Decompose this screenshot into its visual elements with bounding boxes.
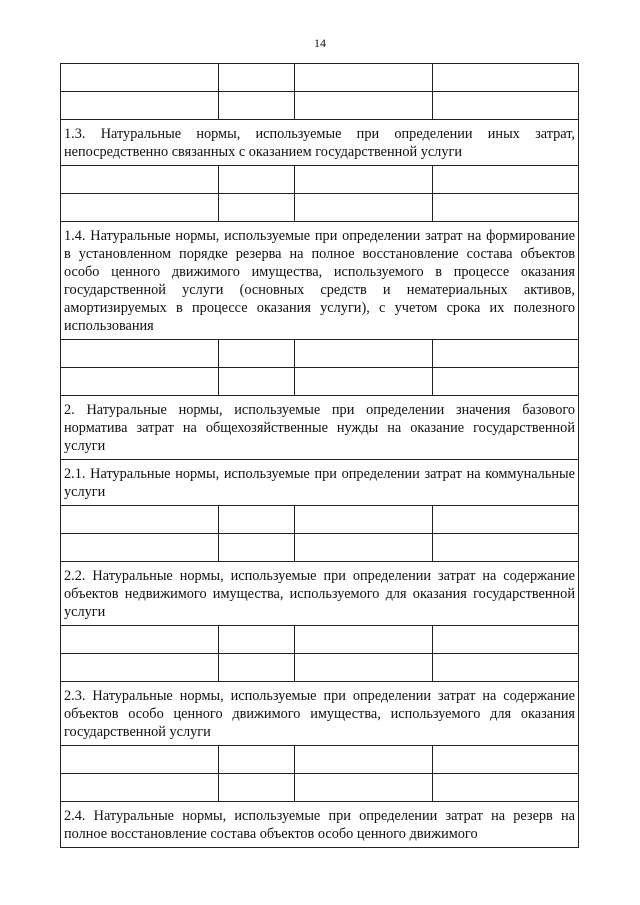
table-cell[interactable] xyxy=(433,92,579,120)
section-row xyxy=(61,222,579,340)
section-row xyxy=(61,682,579,746)
table-cell[interactable] xyxy=(433,340,579,368)
section-row xyxy=(61,460,579,506)
table-cell[interactable] xyxy=(61,340,219,368)
table-cell[interactable] xyxy=(219,506,295,534)
table-row-blank xyxy=(61,340,579,368)
table-row-blank xyxy=(61,64,579,92)
table-cell[interactable] xyxy=(295,92,433,120)
table-cell[interactable] xyxy=(433,626,579,654)
table-cell[interactable] xyxy=(61,746,219,774)
table-cell[interactable] xyxy=(433,746,579,774)
table-row-blank xyxy=(61,626,579,654)
table-row-blank xyxy=(61,92,579,120)
table-cell[interactable] xyxy=(295,654,433,682)
section-heading-2-3: 2.3. Натуральные нормы, используемые при определении затрат на содержание объектов особо ценного движимого имущества, используемого для оказания государственной услуги xyxy=(61,682,579,746)
table-cell[interactable] xyxy=(433,654,579,682)
table-row-blank xyxy=(61,654,579,682)
table-row-blank xyxy=(61,774,579,802)
table-cell[interactable] xyxy=(433,194,579,222)
table-cell[interactable] xyxy=(295,340,433,368)
table-cell[interactable] xyxy=(61,626,219,654)
norms-table xyxy=(60,63,579,848)
table-cell[interactable] xyxy=(219,340,295,368)
table-cell[interactable] xyxy=(219,368,295,396)
section-heading-1-4: 1.4. Натуральные нормы, используемые при определении затрат на формирование в установленном порядке резерва на полное восстановление состава объектов особо ценного движимого имущества, используемого в процессе оказания государственной услуги (основных средств и нематериальных активов, амортизируемых в процессе оказания услуги), с учетом срока их полезного использования xyxy=(61,222,579,340)
table-cell[interactable] xyxy=(219,534,295,562)
table-cell[interactable] xyxy=(219,194,295,222)
section-row xyxy=(61,120,579,166)
table-cell[interactable] xyxy=(433,506,579,534)
table-cell[interactable] xyxy=(219,774,295,802)
table-cell[interactable] xyxy=(295,534,433,562)
table-row-blank xyxy=(61,534,579,562)
table-cell[interactable] xyxy=(295,506,433,534)
section-row xyxy=(61,562,579,626)
section-heading-2-2: 2.2. Натуральные нормы, используемые при определении затрат на содержание объектов недвижимого имущества, используемого для оказания государственной услуги xyxy=(61,562,579,626)
table-cell[interactable] xyxy=(295,626,433,654)
table-cell[interactable] xyxy=(61,92,219,120)
section-heading-2-4: 2.4. Натуральные нормы, используемые при определении затрат на резерв на полное восстановление состава объектов особо ценного движимого xyxy=(61,802,579,848)
table-row-blank xyxy=(61,368,579,396)
table-cell[interactable] xyxy=(295,774,433,802)
table-cell[interactable] xyxy=(295,368,433,396)
table-cell[interactable] xyxy=(295,166,433,194)
table-row-blank xyxy=(61,746,579,774)
table-cell[interactable] xyxy=(61,368,219,396)
table-cell[interactable] xyxy=(219,64,295,92)
table-cell[interactable] xyxy=(433,534,579,562)
table-cell[interactable] xyxy=(61,506,219,534)
table-row-blank xyxy=(61,194,579,222)
table-cell[interactable] xyxy=(61,534,219,562)
section-heading-2: 2. Натуральные нормы, используемые при определении значения базового норматива затрат на общехозяйственные нужды на оказание государственной услуги xyxy=(61,396,579,460)
table-cell[interactable] xyxy=(295,194,433,222)
table-cell[interactable] xyxy=(433,368,579,396)
section-row xyxy=(61,802,579,848)
table-cell[interactable] xyxy=(433,166,579,194)
table-row-blank xyxy=(61,506,579,534)
table-cell[interactable] xyxy=(295,746,433,774)
table-cell[interactable] xyxy=(61,166,219,194)
table-cell[interactable] xyxy=(219,746,295,774)
table-cell[interactable] xyxy=(295,64,433,92)
section-row xyxy=(61,396,579,460)
table-cell[interactable] xyxy=(433,64,579,92)
table-cell[interactable] xyxy=(219,626,295,654)
table-cell[interactable] xyxy=(219,654,295,682)
table-cell[interactable] xyxy=(61,194,219,222)
page-number: 14 xyxy=(314,36,326,50)
table-cell[interactable] xyxy=(219,92,295,120)
table-cell[interactable] xyxy=(219,166,295,194)
table-cell[interactable] xyxy=(61,774,219,802)
section-heading-2-1: 2.1. Натуральные нормы, используемые при определении затрат на коммунальные услуги xyxy=(61,460,579,506)
table-cell[interactable] xyxy=(61,64,219,92)
table-cell[interactable] xyxy=(433,774,579,802)
table-row-blank xyxy=(61,166,579,194)
table-cell[interactable] xyxy=(61,654,219,682)
section-heading-1-3: 1.3. Натуральные нормы, используемые при определении иных затрат, непосредственно связанных с оказанием государственной услуги xyxy=(61,120,579,166)
